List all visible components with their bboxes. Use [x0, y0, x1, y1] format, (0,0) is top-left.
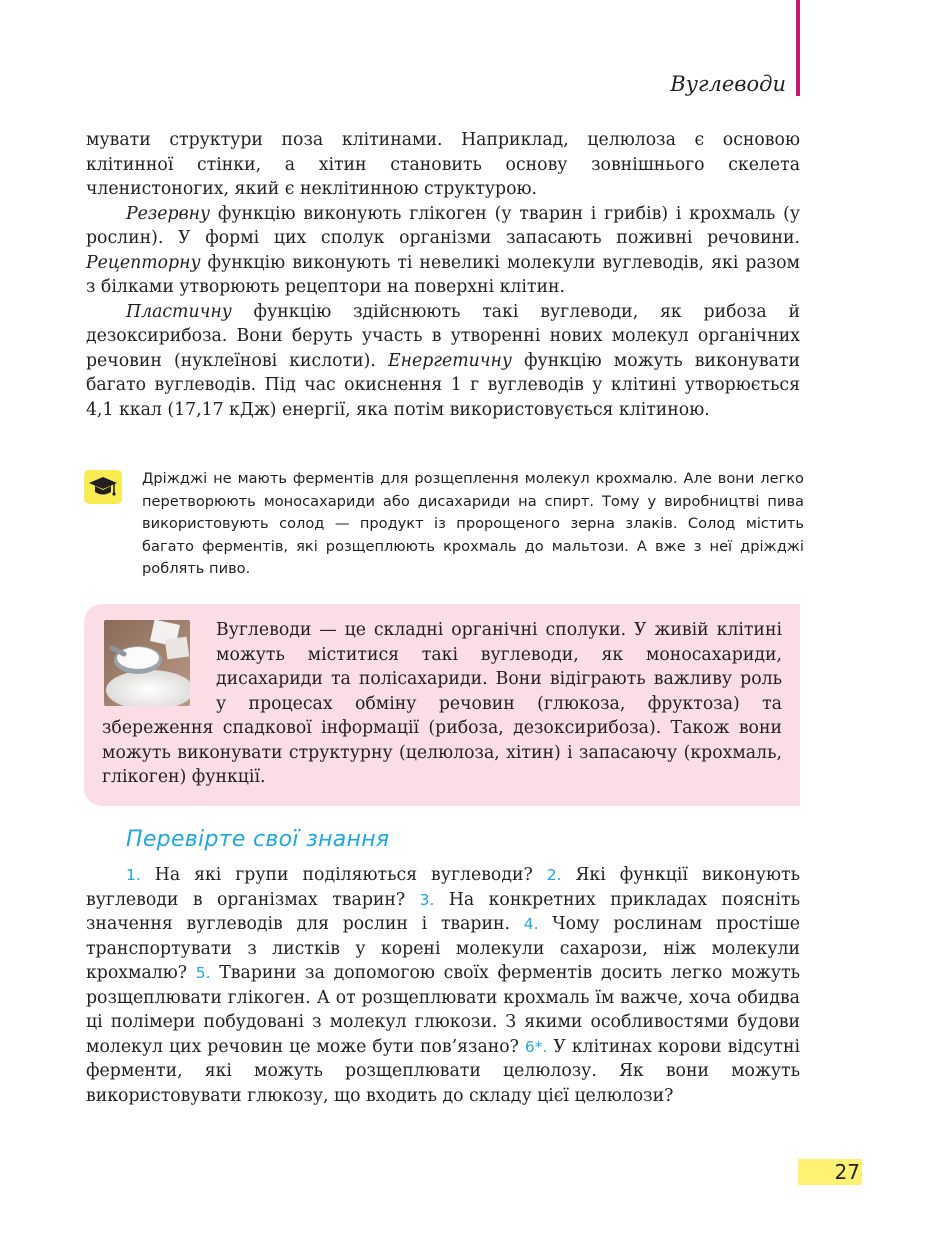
page-number: 27	[798, 1159, 862, 1185]
image-wrap-spacer	[102, 618, 216, 714]
question-text: Які функції виконують вуглеводи в організмах тварин?	[86, 865, 800, 910]
question-number: 3.	[419, 890, 435, 909]
paragraph-structural: мувати структури поза клітинами. Наприклад, целюлоза є основою клітинної стінки, а хітин становить основу зовнішнього скелета членистоногих, який є неклітинною структурою.	[86, 130, 800, 199]
summary-text: Вуглеводи — це складні органічні сполуки. У живій клітині можуть міститися такі вуглеводи, як моносахариди, дисахариди та полісахариди. Вони відіграють важливу роль у процесах обміну речовин (глюкоза, фруктоза) та збереження спадкової інформації (рибоза, дезоксирибоза). Також вони можуть виконувати структурну (целюлоза, хітин) і запасаючу (крохмаль, глікоген) функції.	[102, 620, 782, 787]
paragraph-plastic	[86, 300, 800, 423]
questions-paragraph	[86, 863, 800, 1108]
paragraph-reserve	[86, 202, 800, 300]
paragraph-receptor-text: функцію виконують ті невеликі молекули вуглеводів, які разом з білками утворюють рецептори на поверхні клітин.	[86, 252, 800, 297]
graduation-cap-icon	[84, 470, 122, 504]
paragraph-energy-text: функцію можуть виконувати багато вуглеводів. Під час окиснення 1 г вуглеводів у клітині утворюється 4,1 ккал (17,17 кДж) енергії, яка потім використовується клітиною.	[86, 350, 801, 420]
paragraph-reserve-text: функцію виконують глікоген (у тварин і грибів) і крохмаль (у рослин). У формі цих сполук організми запасають поживні речовини.	[86, 203, 800, 248]
question-text: Чому рослинам простіше транспортувати з листків у корені молекули сахарози, ніж молекули крохмалю?	[86, 914, 800, 983]
term-reserve: Резервну	[126, 203, 211, 224]
question-number: 4.	[523, 915, 539, 933]
question-text: У клітинах корови відсутні ферменти, які можуть розщеплювати целюлозу. Як вони можуть використовувати глюкозу, що входить до складу цієї целюлози?	[86, 1036, 800, 1106]
question-text: На які групи поділяються вуглеводи?	[140, 865, 547, 885]
question-number: 5.	[195, 964, 211, 982]
term-plastic: Пластичну	[126, 301, 232, 322]
questions-block	[86, 863, 800, 1108]
note-text: Дріжджі не мають ферментів для розщеплення молекул крохмалю. Але вони легко перетворюють моносахариди або дисахариди на спирт. Тому у виробництві пива використовують солод — продукт із пророщеного зерна злаків. Солод містить багато ферментів, які розщеплюють крохмаль до мальтози. А вже з неї дріжджі роблять пиво.	[142, 470, 804, 577]
main-text	[86, 128, 800, 422]
question-number: 2.	[546, 866, 562, 884]
question-text: На конкретних прикладах поясніть значення вуглеводів для рослин і тварин.	[86, 889, 801, 934]
chapter-edge-marker	[796, 0, 800, 96]
question-number: 1.	[126, 866, 141, 884]
section-heading: Перевірте свої знання	[126, 827, 390, 852]
term-energy: Енергетичну	[387, 350, 512, 371]
question-number: 6*.	[524, 1037, 548, 1056]
question-text: Тварини за допомогою своїх ферментів досить легко можуть розщеплювати глікоген. А от розщеплювати крохмаль їм важче, хоча обидва ці полімери побудовані з молекул глюкози. З якими особливостями будови молекул цих речовин це може бути пов’язано?	[86, 963, 800, 1057]
running-title: Вуглеводи	[670, 72, 786, 96]
summary-text-block	[102, 618, 782, 790]
paragraph-plastic-text: функцію здійснюють такі вуглеводи, як рибоза й дезоксирибоза. Вони беруть участь в утворенні нових молекул органічних речовин (нуклеїнові кислоти).	[86, 301, 800, 371]
term-receptor: Рецепторну	[86, 252, 201, 273]
